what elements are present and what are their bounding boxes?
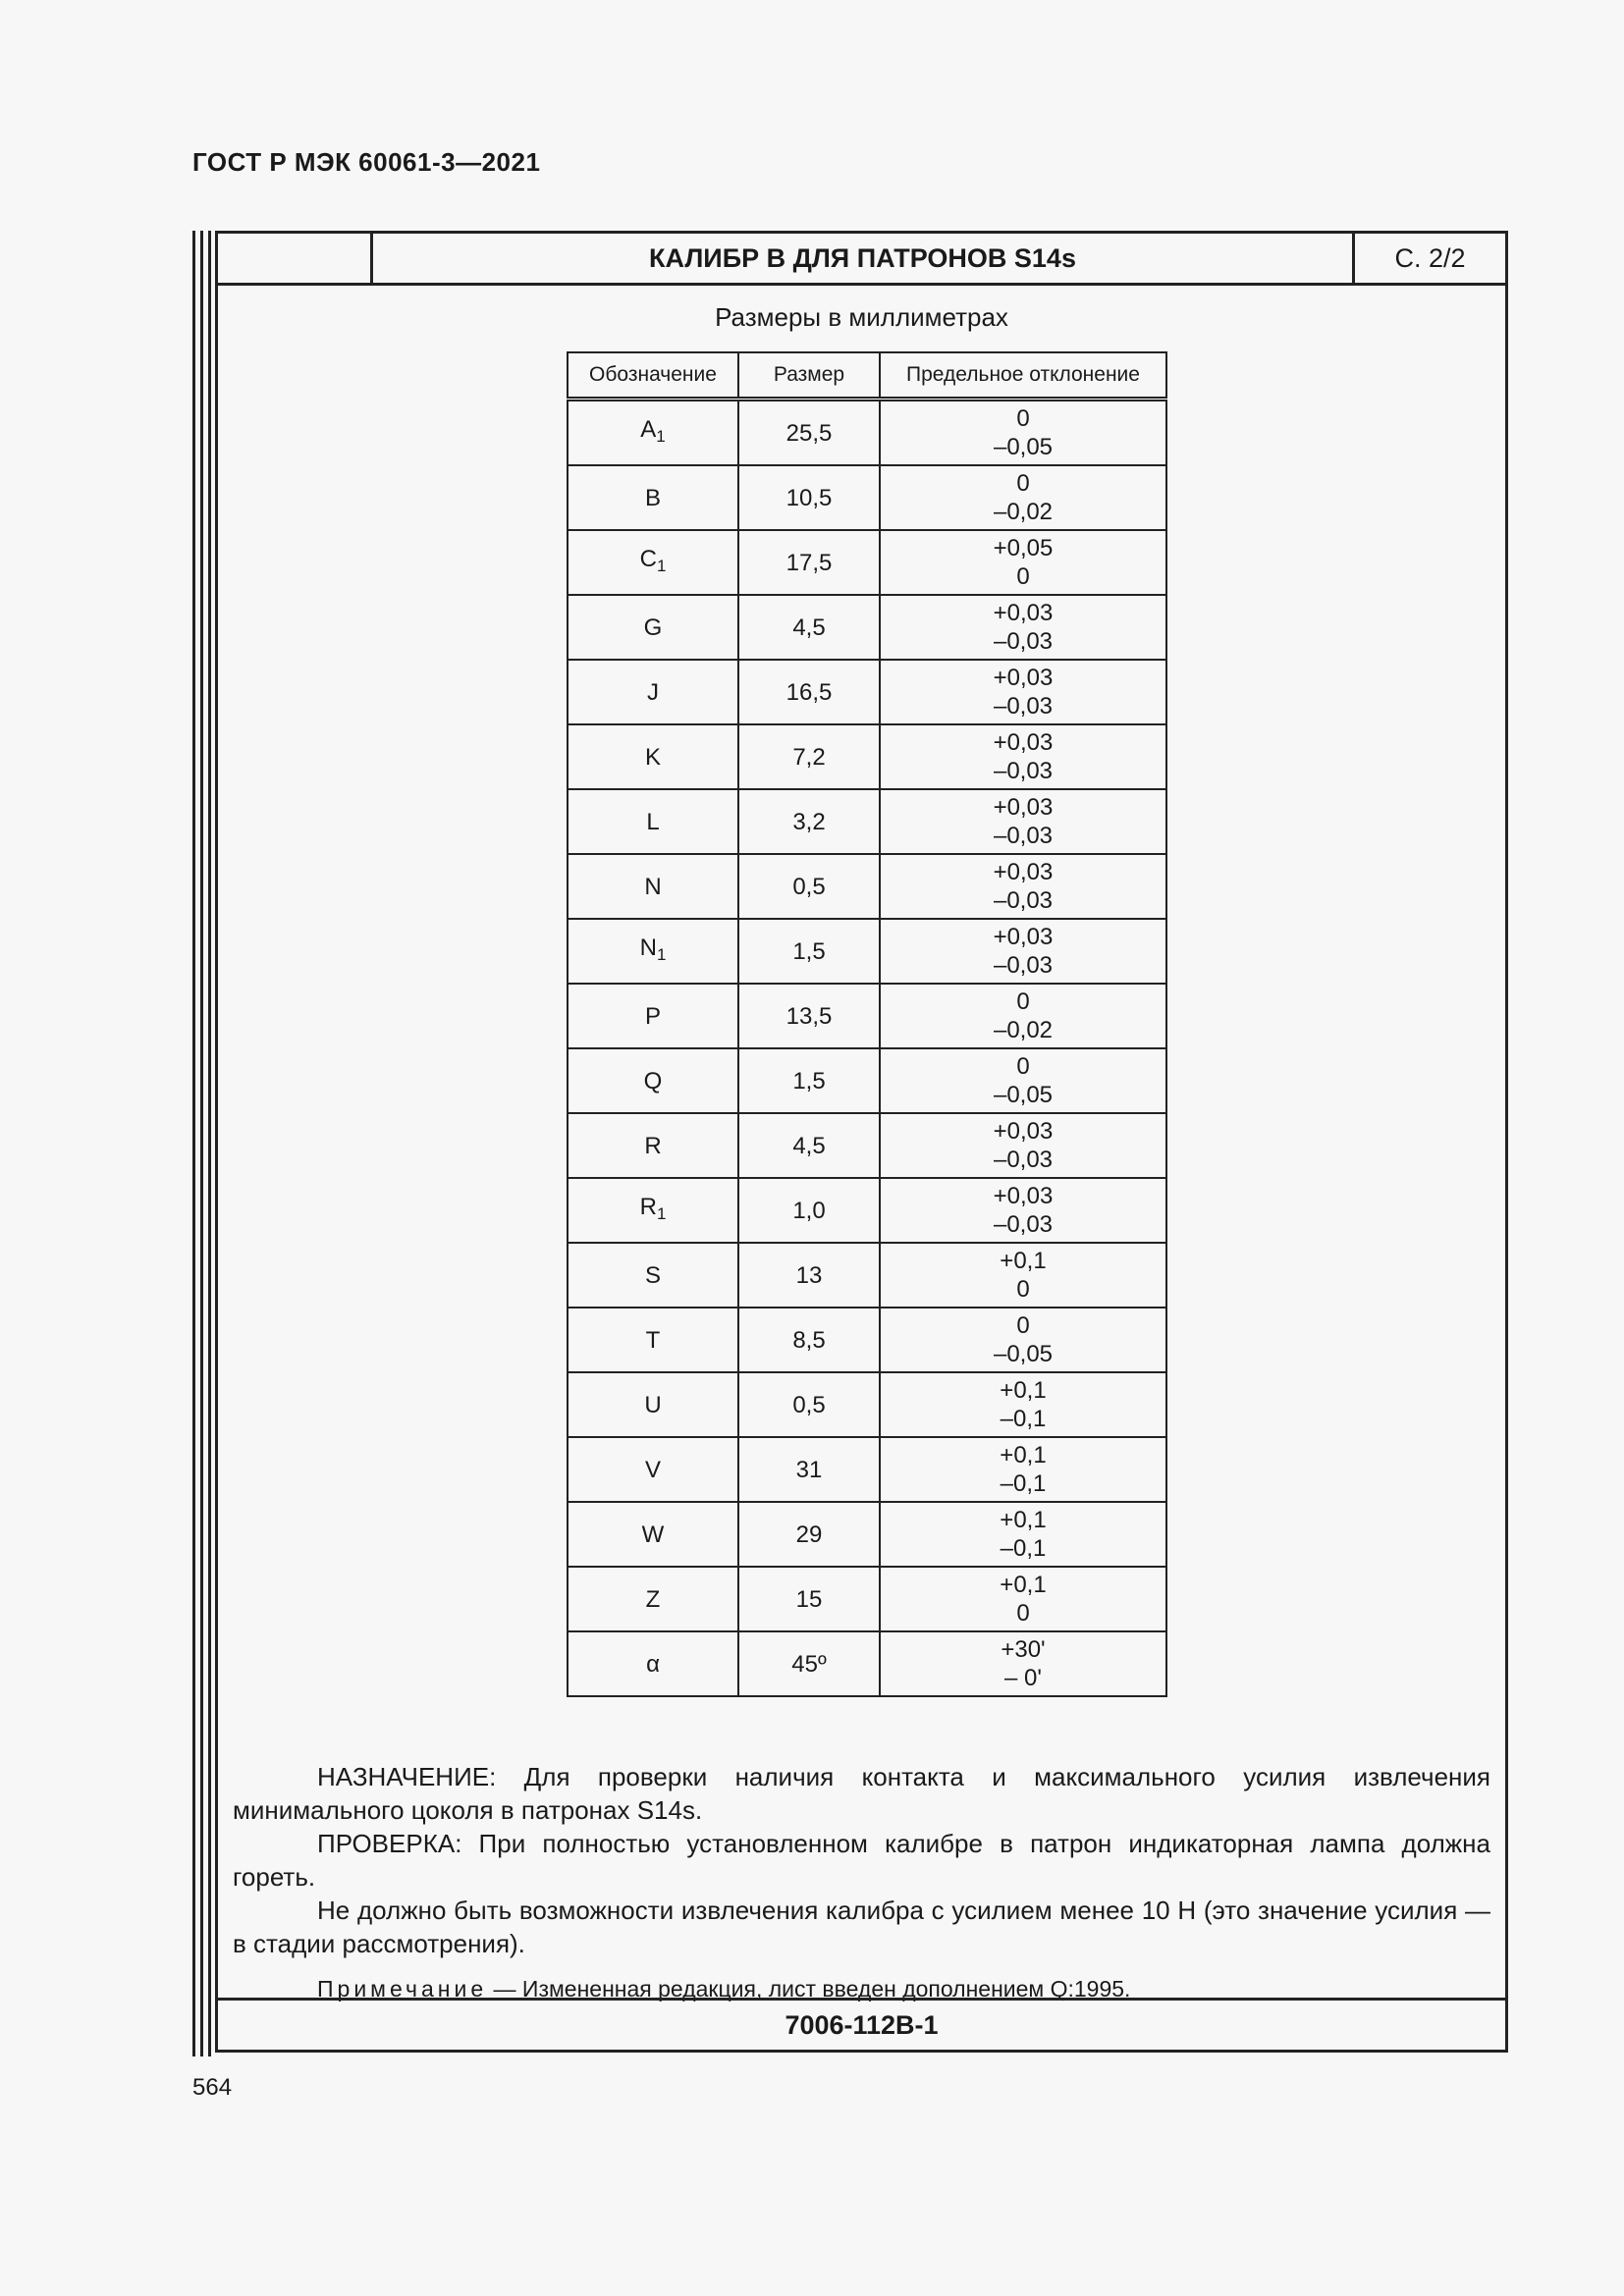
size-cell: 15 bbox=[738, 1567, 880, 1631]
tolerance-cell bbox=[880, 1243, 1166, 1308]
designation: L bbox=[646, 808, 660, 835]
lower-deviation: –0,03 bbox=[993, 1211, 1054, 1238]
designation-cell bbox=[568, 724, 738, 789]
tolerance-cell bbox=[880, 724, 1166, 789]
tolerance-cell bbox=[880, 1308, 1166, 1372]
designation-cell bbox=[568, 530, 738, 595]
column-header: Обозначение bbox=[568, 352, 738, 400]
size-cell: 29 bbox=[738, 1502, 880, 1567]
designation: A bbox=[640, 416, 657, 443]
table-row bbox=[568, 1567, 1166, 1631]
lower-deviation: –0,05 bbox=[993, 1341, 1054, 1367]
margin-line bbox=[200, 231, 203, 2056]
description-text bbox=[233, 1760, 1490, 2005]
tolerance-cell bbox=[880, 1048, 1166, 1113]
table-row bbox=[568, 1113, 1166, 1178]
upper-deviation: +0,03 bbox=[993, 924, 1054, 950]
designation-subscript: 1 bbox=[656, 427, 666, 446]
lower-deviation: –0,1 bbox=[1000, 1406, 1047, 1432]
tolerance-cell bbox=[880, 919, 1166, 984]
designation-cell bbox=[568, 660, 738, 724]
designation-cell bbox=[568, 984, 738, 1048]
lower-deviation: –0,02 bbox=[993, 1017, 1054, 1043]
upper-deviation: 0 bbox=[1016, 470, 1030, 497]
designation: N bbox=[639, 934, 657, 961]
designation-cell bbox=[568, 854, 738, 919]
check-paragraph: ПРОВЕРКА: При полностью установленном калибре в патрон индикаторная лампа должна гореть. bbox=[233, 1829, 1490, 1892]
designation: K bbox=[644, 743, 661, 771]
size-cell: 25,5 bbox=[738, 400, 880, 466]
upper-deviation: +0,03 bbox=[993, 1183, 1054, 1209]
document-header: ГОСТ Р МЭК 60061-3—2021 bbox=[192, 147, 541, 177]
designation-cell bbox=[568, 400, 738, 466]
designation-cell bbox=[568, 1243, 738, 1308]
upper-deviation: +30' bbox=[1001, 1636, 1046, 1663]
designation: B bbox=[644, 484, 661, 511]
designation: C bbox=[639, 546, 657, 572]
designation: R bbox=[644, 1132, 662, 1159]
lower-deviation: –0,03 bbox=[993, 1147, 1054, 1173]
page-number: 564 bbox=[192, 2074, 233, 2101]
designation-cell bbox=[568, 1372, 738, 1437]
tolerance-cell bbox=[880, 1113, 1166, 1178]
purpose-paragraph: НАЗНАЧЕНИЕ: Для проверки наличия контакта и максимального усилия извлечения минимального цоколя в патронах S14s. bbox=[233, 1762, 1490, 1825]
tolerance-cell bbox=[880, 854, 1166, 919]
lower-deviation: –0,03 bbox=[993, 693, 1054, 720]
table-row bbox=[568, 984, 1166, 1048]
lower-deviation: –0,1 bbox=[1000, 1470, 1047, 1497]
lower-deviation: –0,05 bbox=[993, 1082, 1054, 1108]
table-row bbox=[568, 595, 1166, 660]
table-row bbox=[568, 465, 1166, 530]
tolerance-cell bbox=[880, 1178, 1166, 1243]
tolerance-cell bbox=[880, 1631, 1166, 1696]
designation: α bbox=[646, 1650, 660, 1678]
upper-deviation: +0,1 bbox=[1000, 1572, 1047, 1598]
size-cell: 1,5 bbox=[738, 1048, 880, 1113]
designation: N bbox=[644, 873, 662, 900]
upper-deviation: +0,1 bbox=[1000, 1442, 1047, 1468]
designation: R bbox=[639, 1194, 657, 1220]
size-cell: 45º bbox=[738, 1631, 880, 1696]
designation: W bbox=[641, 1521, 665, 1548]
table-row bbox=[568, 1308, 1166, 1372]
designation: V bbox=[644, 1456, 661, 1483]
designation: G bbox=[643, 614, 663, 641]
size-cell: 0,5 bbox=[738, 854, 880, 919]
units-caption: Размеры в миллиметрах bbox=[715, 302, 1008, 332]
dimensions-table bbox=[567, 351, 1167, 1697]
size-cell: 31 bbox=[738, 1437, 880, 1502]
upper-deviation: +0,05 bbox=[993, 535, 1054, 561]
table-row bbox=[568, 789, 1166, 854]
size-cell: 1,0 bbox=[738, 1178, 880, 1243]
upper-deviation: 0 bbox=[1016, 1053, 1030, 1080]
size-cell: 8,5 bbox=[738, 1308, 880, 1372]
tolerance-cell bbox=[880, 789, 1166, 854]
lower-deviation: –0,03 bbox=[993, 628, 1054, 655]
tolerance-cell bbox=[880, 595, 1166, 660]
designation: S bbox=[644, 1261, 661, 1289]
sheet-number: С. 2/2 bbox=[1394, 242, 1466, 273]
lower-deviation: –0,03 bbox=[993, 887, 1054, 914]
size-cell: 13,5 bbox=[738, 984, 880, 1048]
margin-line bbox=[208, 231, 211, 2056]
size-cell: 13 bbox=[738, 1243, 880, 1308]
title-row bbox=[218, 234, 1505, 286]
title-blank-cell bbox=[218, 234, 373, 283]
size-cell: 1,5 bbox=[738, 919, 880, 984]
table-row bbox=[568, 660, 1166, 724]
designation: J bbox=[647, 678, 659, 706]
upper-deviation: 0 bbox=[1016, 988, 1030, 1015]
lower-deviation: –0,03 bbox=[993, 758, 1054, 784]
sheet-frame bbox=[215, 231, 1508, 2053]
designation: U bbox=[644, 1391, 662, 1418]
tolerance-cell bbox=[880, 400, 1166, 466]
upper-deviation: +0,03 bbox=[993, 794, 1054, 821]
table-row bbox=[568, 854, 1166, 919]
designation-cell bbox=[568, 1048, 738, 1113]
designation-cell bbox=[568, 1113, 738, 1178]
lower-deviation: –0,02 bbox=[993, 499, 1054, 525]
designation-cell bbox=[568, 1437, 738, 1502]
size-cell: 0,5 bbox=[738, 1372, 880, 1437]
tolerance-cell bbox=[880, 984, 1166, 1048]
size-cell: 16,5 bbox=[738, 660, 880, 724]
designation-subscript: 1 bbox=[656, 945, 667, 964]
lower-deviation: –0,03 bbox=[993, 823, 1054, 849]
note-label: Примечание bbox=[317, 1976, 488, 2002]
tolerance-cell bbox=[880, 1567, 1166, 1631]
table-row bbox=[568, 1243, 1166, 1308]
designation-cell bbox=[568, 595, 738, 660]
note-text: — Измененная редакция, лист введен дополнением Q:1995. bbox=[487, 1976, 1131, 2002]
designation-cell bbox=[568, 465, 738, 530]
designation-subscript: 1 bbox=[656, 557, 667, 575]
sheet-code: 7006-112B-1 bbox=[218, 1998, 1505, 2050]
upper-deviation: +0,03 bbox=[993, 600, 1054, 626]
designation: T bbox=[645, 1326, 661, 1354]
size-cell: 4,5 bbox=[738, 1113, 880, 1178]
lower-deviation: – 0' bbox=[1004, 1665, 1042, 1691]
size-cell: 7,2 bbox=[738, 724, 880, 789]
lower-deviation: –0,03 bbox=[993, 952, 1054, 979]
column-header: Размер bbox=[738, 352, 880, 400]
upper-deviation: +0,03 bbox=[993, 729, 1054, 756]
upper-deviation: +0,1 bbox=[1000, 1248, 1047, 1274]
margin-line bbox=[192, 231, 195, 2056]
table-header-row bbox=[568, 352, 1166, 400]
designation-cell bbox=[568, 1567, 738, 1631]
designation-cell bbox=[568, 919, 738, 984]
size-cell: 3,2 bbox=[738, 789, 880, 854]
table-row bbox=[568, 1048, 1166, 1113]
table-row bbox=[568, 724, 1166, 789]
tolerance-cell bbox=[880, 1502, 1166, 1567]
table-row bbox=[568, 400, 1166, 466]
lower-deviation: –0,1 bbox=[1000, 1535, 1047, 1562]
sheet-title: КАЛИБР B ДЛЯ ПАТРОНОВ S14s bbox=[373, 234, 1355, 283]
designation: Q bbox=[643, 1067, 663, 1095]
lower-deviation: 0 bbox=[1016, 1276, 1030, 1303]
table-row bbox=[568, 1372, 1166, 1437]
size-cell: 10,5 bbox=[738, 465, 880, 530]
table-row bbox=[568, 1631, 1166, 1696]
designation: P bbox=[644, 1002, 661, 1030]
lower-deviation: 0 bbox=[1016, 563, 1030, 590]
tolerance-cell bbox=[880, 1372, 1166, 1437]
upper-deviation: +0,1 bbox=[1000, 1377, 1047, 1404]
lower-deviation: 0 bbox=[1016, 1600, 1030, 1627]
designation-cell bbox=[568, 789, 738, 854]
tolerance-cell bbox=[880, 660, 1166, 724]
extraction-paragraph: Не должно быть возможности извлечения калибра с усилием менее 10 Н (это значение усилия — в стадии рассмотрения). bbox=[233, 1896, 1490, 1958]
tolerance-cell bbox=[880, 465, 1166, 530]
tolerance-cell bbox=[880, 1437, 1166, 1502]
designation-cell bbox=[568, 1502, 738, 1567]
upper-deviation: +0,1 bbox=[1000, 1507, 1047, 1533]
designation-cell bbox=[568, 1631, 738, 1696]
upper-deviation: 0 bbox=[1016, 1312, 1030, 1339]
table-row bbox=[568, 1502, 1166, 1567]
table-row bbox=[568, 1178, 1166, 1243]
size-cell: 17,5 bbox=[738, 530, 880, 595]
designation-cell bbox=[568, 1178, 738, 1243]
table-row bbox=[568, 1437, 1166, 1502]
upper-deviation: +0,03 bbox=[993, 1118, 1054, 1145]
table-row bbox=[568, 530, 1166, 595]
lower-deviation: –0,05 bbox=[993, 434, 1054, 460]
upper-deviation: +0,03 bbox=[993, 665, 1054, 691]
designation: Z bbox=[645, 1585, 661, 1613]
tolerance-cell bbox=[880, 530, 1166, 595]
table-row bbox=[568, 919, 1166, 984]
table-body bbox=[568, 400, 1166, 1697]
upper-deviation: 0 bbox=[1016, 405, 1030, 432]
column-header: Предельное отклонение bbox=[880, 352, 1166, 400]
designation-subscript: 1 bbox=[656, 1204, 667, 1223]
designation-cell bbox=[568, 1308, 738, 1372]
size-cell: 4,5 bbox=[738, 595, 880, 660]
upper-deviation: +0,03 bbox=[993, 859, 1054, 885]
